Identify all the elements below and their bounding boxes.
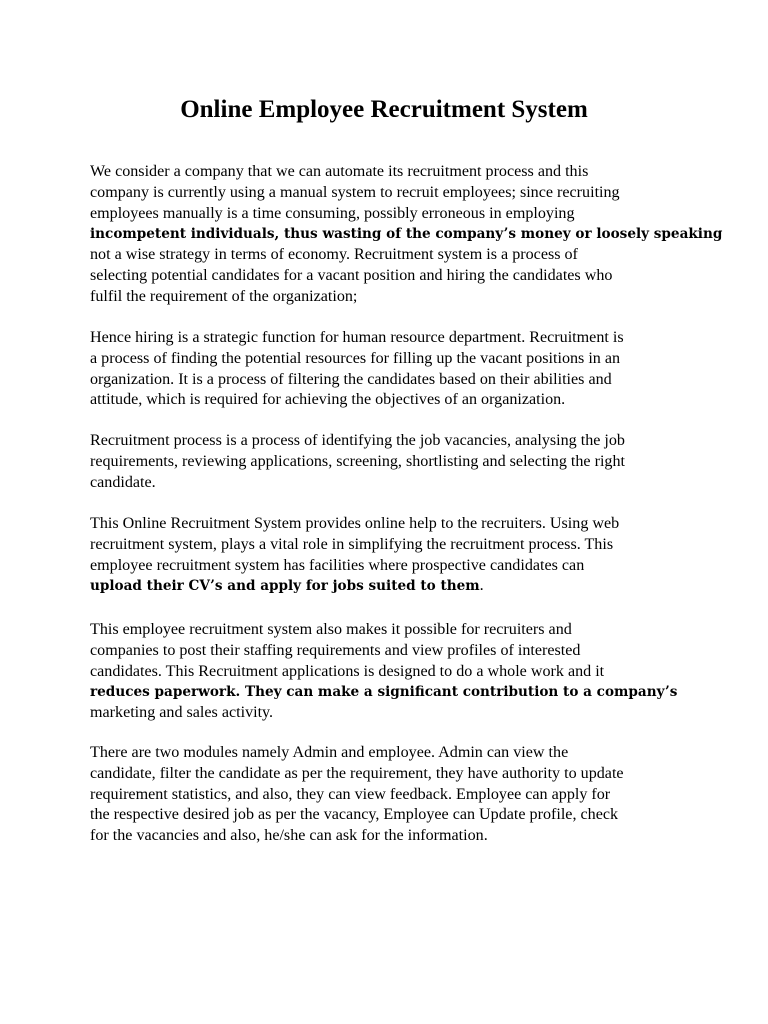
paragraph-line	[90, 204, 690, 225]
text-run: candidates. This Recruitment applications is designed to do a whole work and it	[90, 662, 605, 680]
text-run: Hence hiring is a strategic function for human resource department. Recruitment is	[90, 329, 624, 346]
bold-text: incompetent individuals, thus wasting of the company’s money or loosely speaking	[90, 226, 723, 243]
bold-text: upload their CV’s and apply for jobs suited to them	[90, 578, 480, 595]
paragraph-line	[90, 514, 690, 535]
text-run: requirements, reviewing applications, screening, shortlisting and selecting the right	[90, 452, 625, 470]
text-run: companies to post their staffing requirements and view profiles of interested	[90, 641, 581, 659]
text-run: Recruitment process is a process of identifying the job vacancies, analysing the job	[90, 432, 625, 449]
text-run: not a wise strategy in terms of economy. Recruitment system is a process of	[90, 246, 578, 264]
paragraph-6	[90, 743, 690, 847]
text-run: for the vacancies and also, he/she can ask for the information.	[90, 827, 488, 845]
paragraph-line	[90, 826, 690, 847]
paragraph-line	[90, 349, 690, 370]
paragraph-line	[90, 662, 690, 683]
text-run: candidate, filter the candidate as per the requirement, they have authority to update	[90, 764, 624, 782]
text-run: the respective desired job as per the vacancy, Employee can Update profile, check	[90, 806, 619, 824]
text-run: employee recruitment system has facilities where prospective candidates can	[90, 556, 585, 574]
paragraph-line	[90, 805, 690, 826]
bold-text: reduces paperwork. They can make a significant contribution to a company’s	[90, 684, 678, 701]
paragraph-line	[90, 641, 690, 662]
paragraph-line	[90, 473, 690, 494]
text-run: company is currently using a manual system to recruit employees; since recruiting	[90, 183, 620, 201]
paragraph-line	[90, 764, 690, 785]
text-run: recruitment system, plays a vital role in simplifying the recruitment process. This	[90, 535, 614, 553]
paragraph-line	[90, 535, 690, 556]
text-run: organization. It is a process of filtering the candidates based on their abilities and	[90, 370, 612, 388]
paragraph-line	[90, 370, 690, 391]
paragraph-4	[90, 514, 690, 597]
paragraph-1	[90, 162, 723, 308]
text-run: employees manually is a time consuming, possibly erroneous in employing	[90, 204, 575, 222]
paragraph-line	[90, 785, 690, 806]
paragraph-line	[90, 224, 723, 245]
paragraph-line	[90, 162, 690, 183]
paragraph-line	[90, 576, 690, 597]
paragraph-line	[90, 682, 690, 703]
paragraph-line	[90, 431, 690, 452]
text-run: requirement statistics, and also, they can view feedback. Employee can apply for	[90, 785, 611, 803]
paragraph-line	[90, 183, 690, 204]
text-run: We consider a company that we can automate its recruitment process and this	[90, 163, 589, 180]
paragraph-3	[90, 431, 690, 493]
paragraph-line	[90, 620, 690, 641]
paragraph-2	[90, 328, 690, 411]
paragraph-line	[90, 266, 690, 287]
paragraph-line	[90, 328, 690, 349]
text-run: attitude, which is required for achieving the objectives of an organization.	[90, 391, 566, 409]
text-run: a process of finding the potential resources for filling up the vacant positions in an	[90, 349, 621, 367]
text-run: There are two modules namely Admin and employee. Admin can view the	[90, 744, 569, 761]
text-run: .	[479, 577, 484, 595]
paragraph-line	[90, 556, 690, 577]
paragraph-line	[90, 703, 690, 724]
paragraph-5	[90, 620, 690, 724]
paragraph-line	[90, 743, 690, 764]
paragraph-line	[90, 287, 690, 308]
text-run: marketing and sales activity.	[90, 704, 274, 722]
paragraph-line	[90, 390, 690, 411]
text-run: selecting potential candidates for a vacant position and hiring the candidates who	[90, 266, 613, 284]
text-run: This Online Recruitment System provides online help to the recruiters. Using web	[90, 515, 620, 532]
text-run: fulfil the requirement of the organization;	[90, 287, 358, 305]
text-run: candidate.	[90, 473, 156, 491]
paragraph-line	[90, 245, 690, 266]
text-run: This employee recruitment system also makes it possible for recruiters and	[90, 621, 572, 638]
paragraph-line	[90, 452, 690, 473]
document-title: Online Employee Recruitment System	[180, 96, 588, 123]
